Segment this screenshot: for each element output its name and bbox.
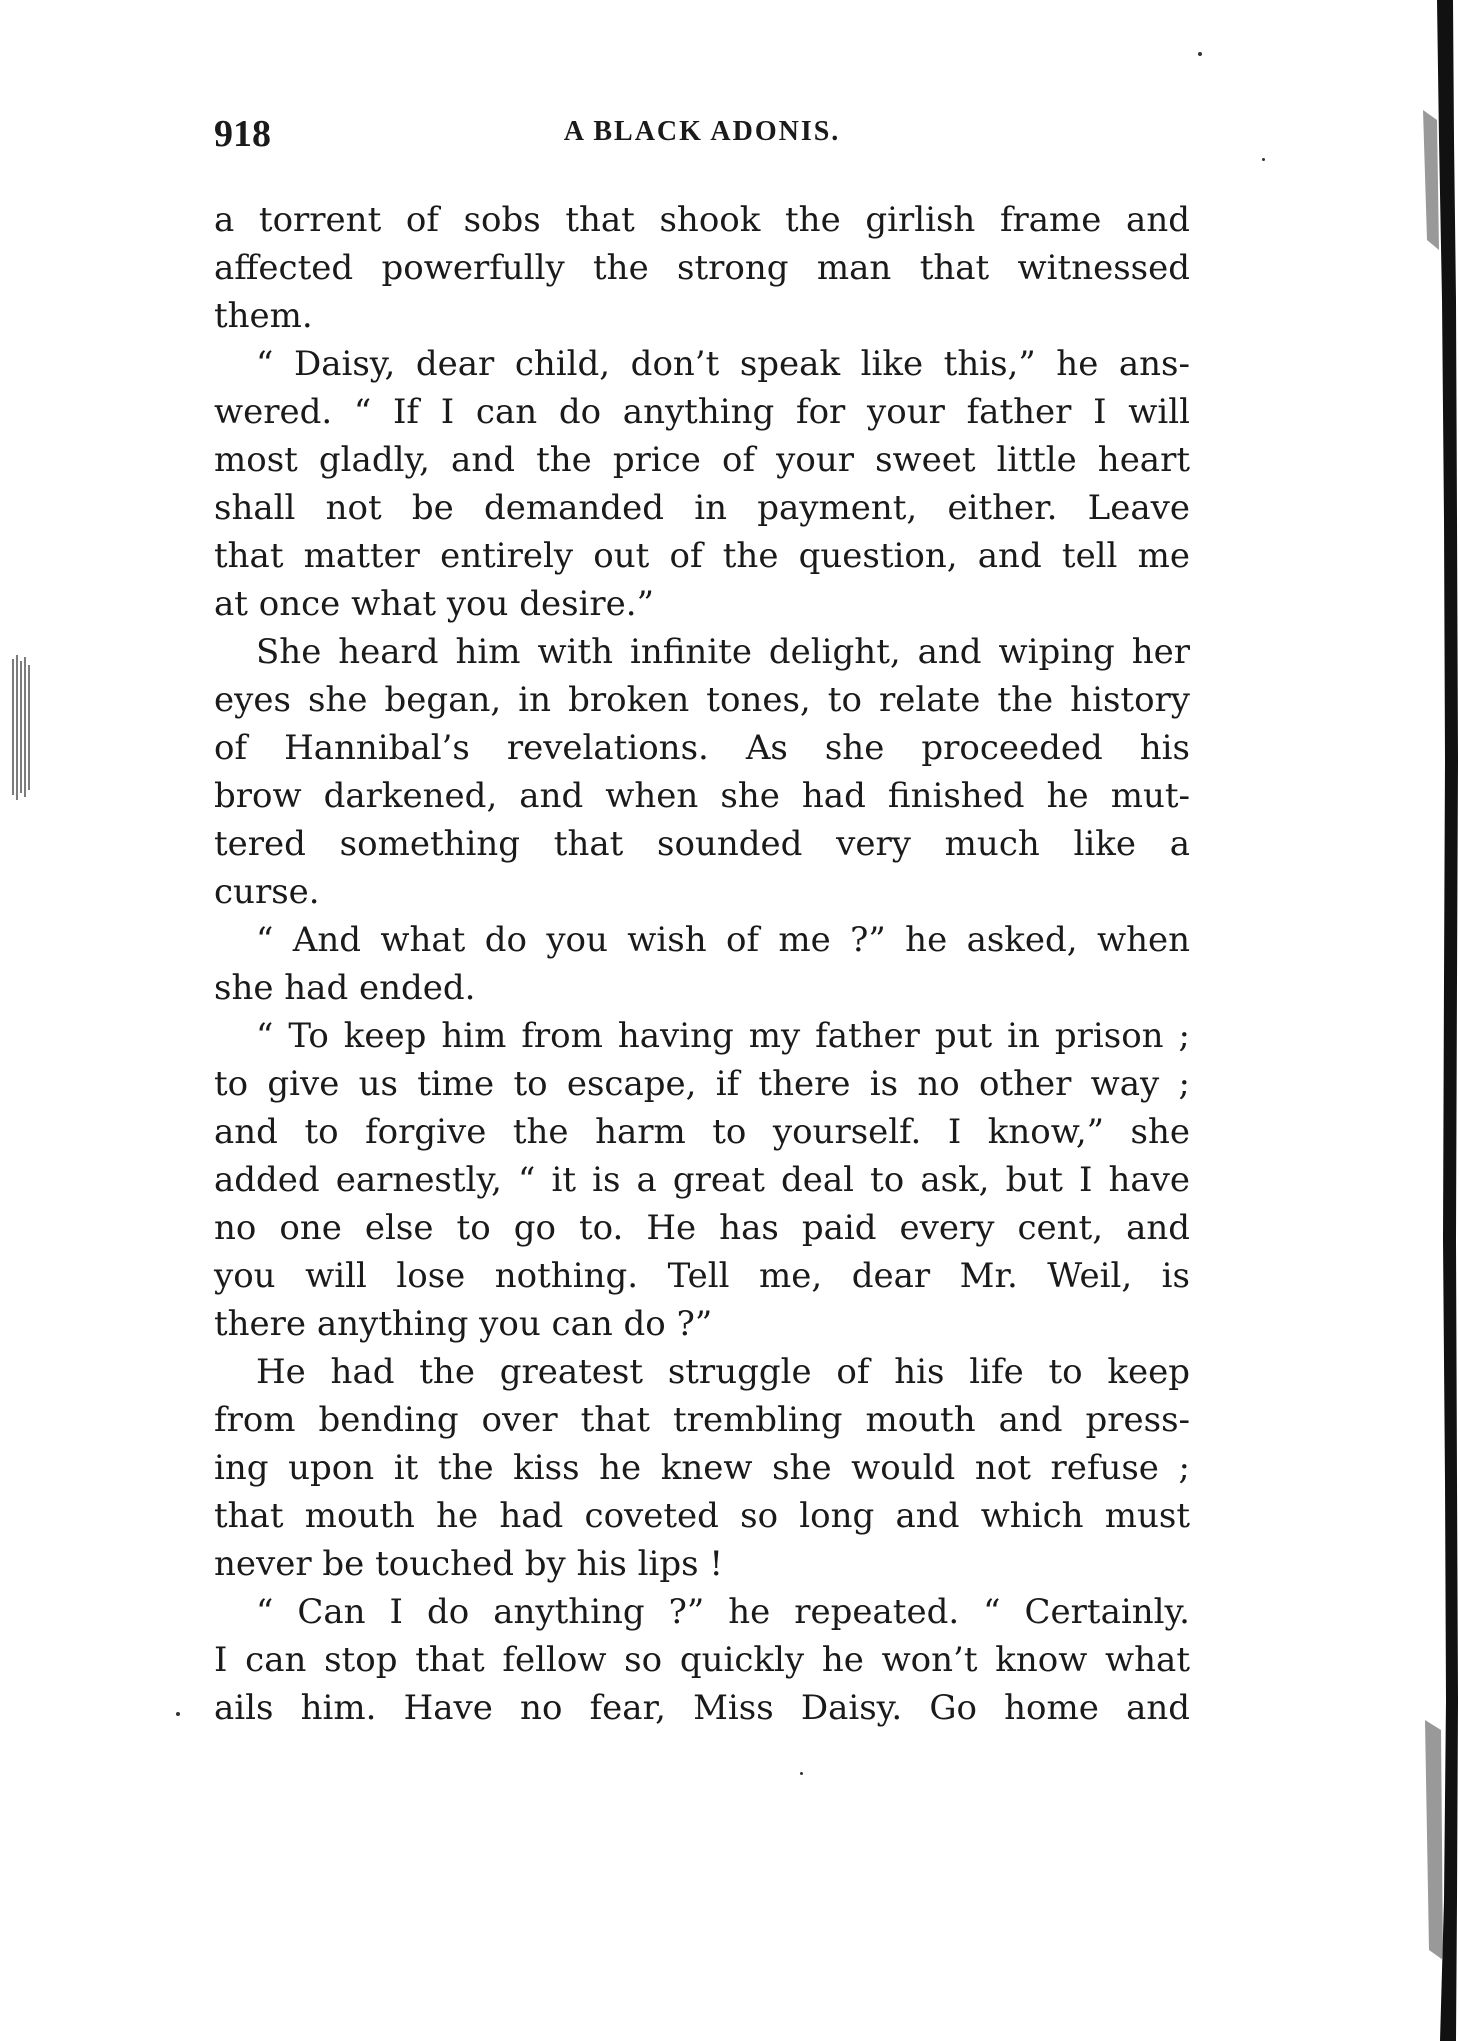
- text-line: ing upon it the kiss he knew she would not refuse ;: [214, 1448, 1190, 1488]
- text-line: no one else to go to. He has paid every cent, and: [214, 1208, 1190, 1248]
- text-line: “ Daisy, dear child, don’t speak like this,” he ans-: [256, 344, 1190, 384]
- text-line: brow darkened, and when she had finished he mut-: [214, 776, 1190, 816]
- text-line: that matter entirely out of the question, and tell me: [214, 536, 1190, 576]
- text-line: from bending over that trembling mouth and press-: [214, 1400, 1190, 1440]
- text-line: “ Can I do anything ?” he repeated. “ Certainly.: [256, 1592, 1190, 1632]
- text-line: She heard him with infinite delight, and wiping her: [256, 632, 1190, 672]
- scan-speck: [800, 1772, 803, 1775]
- scan-speck: [1262, 158, 1265, 161]
- text-line: and to forgive the harm to yourself. I know,” she: [214, 1112, 1190, 1152]
- text-line: never be touched by his lips !: [214, 1544, 724, 1584]
- text-line: to give us time to escape, if there is no other way ;: [214, 1064, 1190, 1104]
- text-line: added earnestly, “ it is a great deal to ask, but I have: [214, 1160, 1190, 1200]
- text-line: at once what you desire.”: [214, 584, 654, 624]
- text-line: affected powerfully the strong man that witnessed: [214, 248, 1190, 288]
- body-text: [214, 196, 1190, 1732]
- text-line: that mouth he had coveted so long and which must: [214, 1496, 1190, 1536]
- text-line: “ And what do you wish of me ?” he asked, when: [256, 920, 1190, 960]
- text-line: wered. “ If I can do anything for your father I will: [214, 392, 1190, 432]
- text-line: of Hannibal’s revelations. As she proceeded his: [214, 728, 1190, 768]
- text-line: she had ended.: [214, 968, 476, 1008]
- text-line: a torrent of sobs that shook the girlish frame and: [214, 200, 1190, 240]
- text-line: “ To keep him from having my father put in prison ;: [256, 1016, 1190, 1056]
- text-line: curse.: [214, 872, 320, 912]
- running-head: A BLACK ADONIS.: [563, 116, 841, 147]
- scan-speck: [176, 1712, 180, 1716]
- page-header: [214, 112, 1190, 162]
- text-line: them.: [214, 296, 313, 336]
- text-line: there anything you can do ?”: [214, 1304, 713, 1344]
- scan-speck: [1198, 52, 1202, 56]
- text-line: He had the greatest struggle of his life to keep: [256, 1352, 1190, 1392]
- binding-marks: [10, 655, 34, 800]
- text-line: I can stop that fellow so quickly he won’t know what: [214, 1640, 1190, 1680]
- page-number: 918: [214, 113, 271, 155]
- text-line: ails him. Have no fear, Miss Daisy. Go home and: [214, 1688, 1190, 1728]
- page-edge-shadow: [1407, 0, 1459, 2041]
- text-line: shall not be demanded in payment, either. Leave: [214, 488, 1190, 528]
- text-line: you will lose nothing. Tell me, dear Mr. Weil, is: [214, 1256, 1190, 1296]
- text-line: most gladly, and the price of your sweet little heart: [214, 440, 1190, 480]
- text-line: eyes she began, in broken tones, to relate the history: [214, 680, 1190, 720]
- text-line: tered something that sounded very much like a: [214, 824, 1190, 864]
